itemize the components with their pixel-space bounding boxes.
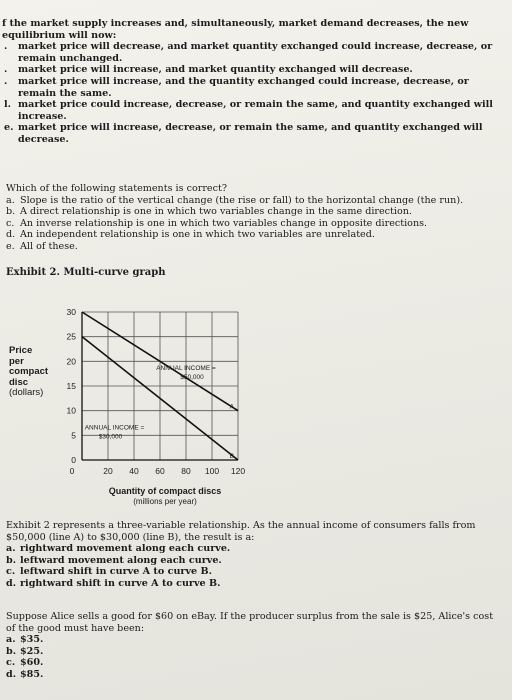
option-letter: c.: [6, 566, 16, 578]
question-exhibit-2: [6, 520, 498, 590]
answer-option: [4, 64, 497, 76]
answer-option: [6, 634, 498, 646]
option-letter: .: [4, 75, 8, 87]
answer-option: [6, 646, 498, 658]
question-stem: Suppose Alice sells a good for $60 on eBay. If the producer surplus from the sale is $25, Alice's cost of the good must have been:: [6, 611, 494, 634]
x-tick-label: 100: [204, 466, 220, 476]
answer-option: [4, 99, 497, 122]
series-annotation: $30,000: [98, 433, 123, 441]
answer-option: [6, 566, 498, 578]
option-letter: d.: [6, 229, 16, 241]
option-text: An inverse relationship is one in which two variables change in opposite directions.: [20, 217, 428, 229]
answer-option: [6, 555, 498, 567]
option-text: market price will decrease, and market quantity exchanged could increase, decrease, or remain unchanged.: [18, 41, 493, 64]
series-annotation: $50,000: [180, 373, 204, 381]
question-supply-demand: [2, 18, 497, 146]
y-tick-label: 15: [66, 381, 76, 391]
y-tick-label: 0: [71, 455, 76, 465]
answer-option: [6, 206, 498, 218]
option-text: $85.: [20, 668, 44, 680]
option-text: A direct relationship is one in which two variables change in the same direction.: [20, 206, 412, 218]
x-tick-label: 80: [181, 466, 191, 476]
answer-option: [6, 578, 498, 590]
answer-option: [6, 229, 498, 241]
option-text: An independent relationship is one in which two variables are unrelated.: [20, 229, 375, 241]
exhibit-title: Exhibit 2. Multi-curve graph: [6, 267, 166, 278]
option-text: market price could increase, decrease, or remain the same, and quantity exchanged will increase.: [18, 99, 493, 122]
option-letter: l.: [4, 99, 11, 111]
option-letter: .: [4, 41, 8, 53]
option-letter: d.: [6, 668, 17, 680]
answer-option: [6, 543, 498, 555]
y-tick-label: 20: [66, 356, 76, 367]
question-producer-surplus: [6, 611, 498, 681]
option-text: rightward shift in curve A to curve B.: [20, 577, 221, 589]
option-letter: e.: [6, 240, 15, 252]
option-text: All of these.: [20, 240, 78, 252]
answer-option: [6, 218, 498, 230]
x-axis-title: Quantity of compact discs: [108, 486, 222, 496]
option-text: $25.: [20, 645, 44, 657]
y-tick-label: 10: [66, 405, 76, 416]
y-axis-title-line: Price: [9, 345, 33, 356]
option-text: leftward movement along each curve.: [20, 554, 222, 566]
y-axis-title-line: disc: [9, 376, 29, 388]
option-letter: a.: [6, 543, 16, 555]
x-tick-label: 40: [129, 466, 139, 476]
plot-area: [0, 300, 512, 476]
option-letter: c.: [6, 217, 15, 229]
option-text: $60.: [20, 657, 44, 669]
x-axis-subtitle: (millions per year): [133, 497, 197, 506]
option-text: market price will increase, and market quantity exchanged will decrease.: [18, 64, 413, 76]
option-letter: c.: [6, 657, 16, 669]
question-stem: Exhibit 2 represents a three-variable relationship. As the annual income of consumers falls from $50,000 (line A) to $30,000 (line B), the result is a:: [6, 520, 476, 543]
option-letter: a.: [6, 194, 15, 206]
x-tick-label: 60: [155, 466, 165, 476]
question-statements: [6, 183, 498, 253]
x-tick-label: 120: [230, 466, 246, 476]
x-tick-label: 20: [103, 466, 113, 476]
option-letter: b.: [6, 645, 17, 657]
option-text: rightward movement along each curve.: [20, 543, 231, 555]
option-letter: .: [4, 64, 8, 76]
option-letter: b.: [6, 206, 16, 218]
series-end-label: B: [229, 453, 234, 460]
series-annotation: ANNUAL INCOME =: [156, 364, 216, 372]
series-end-label: A: [229, 403, 234, 411]
question-stem: Which of the following statements is correct?: [6, 183, 227, 194]
question-stem: f the market supply increases and, simultaneously, market demand decreases, the new equilibrium will now:: [2, 18, 469, 41]
y-axis-title-line: per: [9, 355, 24, 367]
answer-option: [6, 669, 498, 681]
y-axis-title-line: compact: [9, 366, 49, 377]
option-letter: e.: [4, 122, 14, 134]
option-text: $35.: [20, 634, 44, 646]
answer-option: [6, 241, 498, 253]
answer-option: [4, 41, 497, 64]
answer-option: [6, 195, 498, 207]
option-text: leftward shift in curve A to curve B.: [20, 566, 212, 578]
option-letter: b.: [6, 554, 17, 566]
y-tick-label: 5: [71, 430, 76, 441]
y-tick-label: 25: [66, 331, 76, 342]
x-tick-label: 0: [69, 466, 75, 476]
option-text: market price will increase, and the quantity exchanged could increase, decrease, or remain the same.: [18, 75, 469, 99]
option-letter: d.: [6, 577, 17, 589]
option-letter: a.: [6, 634, 16, 646]
option-text: Slope is the ratio of the vertical change (the rise or fall) to the horizontal change (the run).: [20, 194, 464, 206]
y-tick-label: 30: [66, 307, 76, 317]
y-axis-title-line: (dollars): [9, 387, 44, 398]
answer-option: [4, 76, 497, 99]
multi-curve-graph: [0, 300, 512, 515]
series-annotation: ANNUAL INCOME =: [84, 424, 145, 432]
option-text: market price will increase, decrease, or remain the same, and quantity exchanged will decrease.: [18, 122, 483, 145]
answer-option: [6, 657, 498, 669]
answer-option: [4, 122, 497, 145]
